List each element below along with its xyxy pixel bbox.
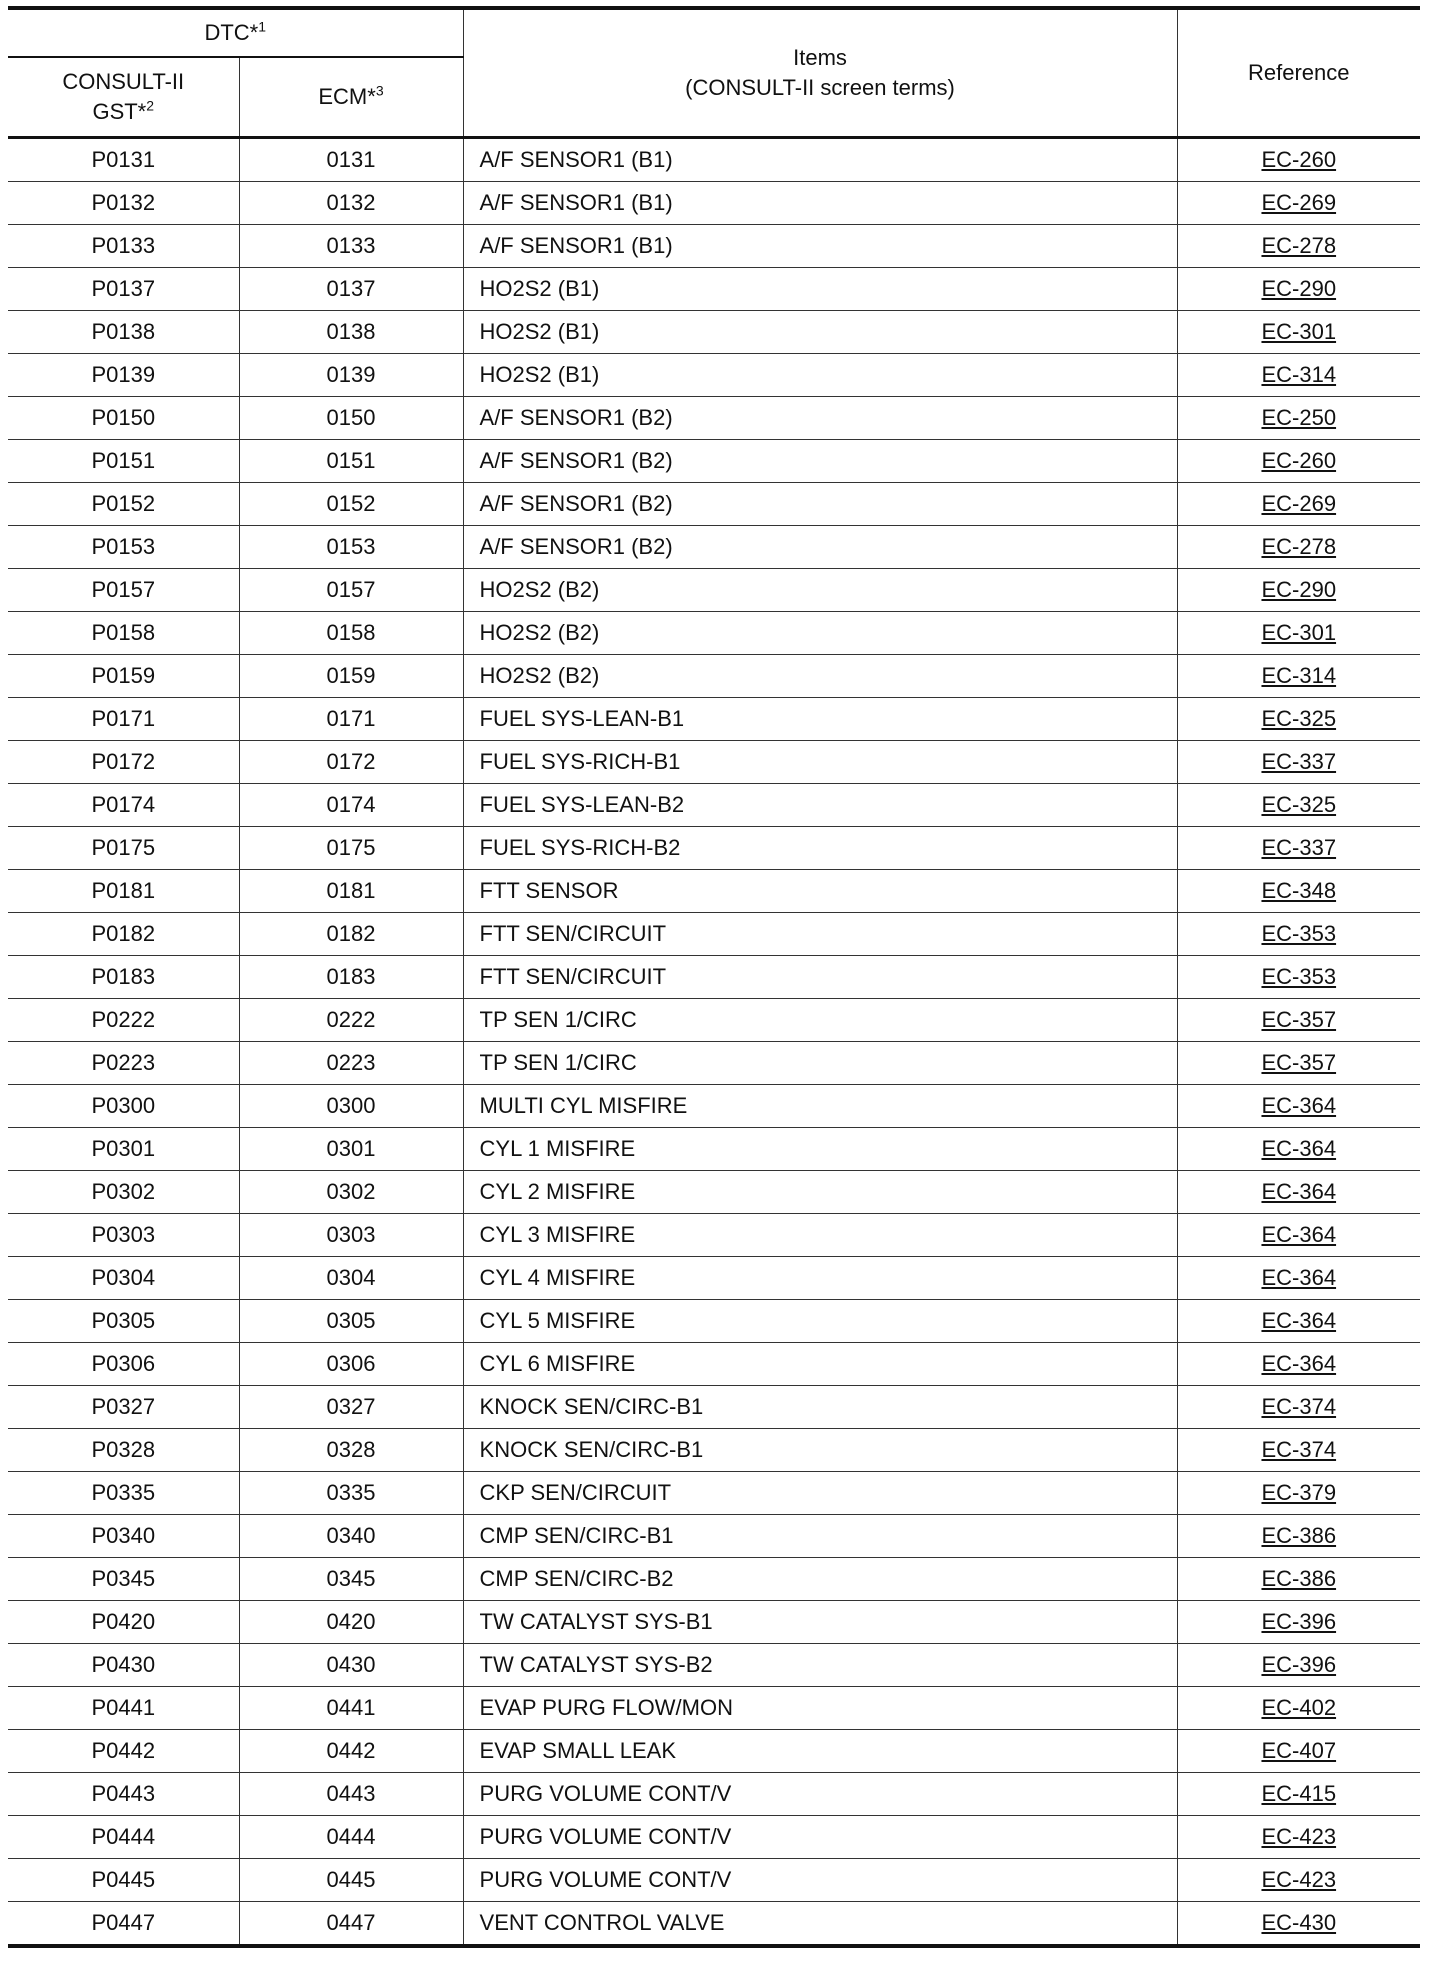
ecm-header-label: ECM*	[318, 84, 376, 109]
item-name-cell: CYL 5 MISFIRE	[463, 1300, 1177, 1343]
ecm-code-cell: 0447	[239, 1902, 463, 1947]
consult-code-cell: P0175	[8, 827, 239, 870]
consult-code-cell: P0183	[8, 956, 239, 999]
item-name-cell: MULTI CYL MISFIRE	[463, 1085, 1177, 1128]
consult-code-cell: P0340	[8, 1515, 239, 1558]
ecm-code-cell: 0442	[239, 1730, 463, 1773]
reference-link[interactable]: EC-290	[1177, 268, 1420, 311]
ecm-code-cell: 0150	[239, 397, 463, 440]
table-row	[8, 1515, 1420, 1558]
item-name-cell: A/F SENSOR1 (B1)	[463, 182, 1177, 225]
reference-link[interactable]: EC-386	[1177, 1558, 1420, 1601]
item-name-cell: KNOCK SEN/CIRC-B1	[463, 1386, 1177, 1429]
ecm-code-cell: 0306	[239, 1343, 463, 1386]
reference-link[interactable]: EC-353	[1177, 956, 1420, 999]
ecm-code-cell: 0300	[239, 1085, 463, 1128]
reference-link[interactable]: EC-353	[1177, 913, 1420, 956]
table-row	[8, 268, 1420, 311]
ecm-code-cell: 0175	[239, 827, 463, 870]
ecm-code-cell: 0444	[239, 1816, 463, 1859]
reference-link[interactable]: EC-364	[1177, 1300, 1420, 1343]
table-row	[8, 999, 1420, 1042]
dtc-header	[8, 8, 463, 57]
table-row	[8, 311, 1420, 354]
item-name-cell: HO2S2 (B2)	[463, 655, 1177, 698]
reference-link[interactable]: EC-364	[1177, 1343, 1420, 1386]
reference-link[interactable]: EC-364	[1177, 1214, 1420, 1257]
consult-code-cell: P0300	[8, 1085, 239, 1128]
ecm-code-cell: 0303	[239, 1214, 463, 1257]
ecm-code-cell: 0153	[239, 526, 463, 569]
ecm-code-cell: 0181	[239, 870, 463, 913]
reference-link[interactable]: EC-374	[1177, 1386, 1420, 1429]
reference-link[interactable]: EC-423	[1177, 1859, 1420, 1902]
consult-code-cell: P0441	[8, 1687, 239, 1730]
item-name-cell: TW CATALYST SYS-B1	[463, 1601, 1177, 1644]
ecm-code-cell: 0131	[239, 138, 463, 182]
reference-link[interactable]: EC-357	[1177, 1042, 1420, 1085]
reference-link[interactable]: EC-290	[1177, 569, 1420, 612]
item-name-cell: FUEL SYS-LEAN-B2	[463, 784, 1177, 827]
ecm-code-cell: 0151	[239, 440, 463, 483]
consult-code-cell: P0139	[8, 354, 239, 397]
item-name-cell: HO2S2 (B1)	[463, 311, 1177, 354]
item-name-cell: FTT SEN/CIRCUIT	[463, 913, 1177, 956]
item-name-cell: TP SEN 1/CIRC	[463, 1042, 1177, 1085]
reference-link[interactable]: EC-396	[1177, 1644, 1420, 1687]
dtc-footnote-mark: 1	[258, 18, 267, 35]
consult-code-cell: P0222	[8, 999, 239, 1042]
table-row	[8, 1601, 1420, 1644]
table-row	[8, 698, 1420, 741]
item-name-cell: HO2S2 (B1)	[463, 354, 1177, 397]
consult-code-cell: P0138	[8, 311, 239, 354]
reference-link[interactable]: EC-269	[1177, 483, 1420, 526]
consult-code-cell: P0305	[8, 1300, 239, 1343]
item-name-cell: FTT SENSOR	[463, 870, 1177, 913]
table-row	[8, 397, 1420, 440]
reference-link[interactable]: EC-260	[1177, 138, 1420, 182]
table-row	[8, 956, 1420, 999]
reference-link[interactable]: EC-260	[1177, 440, 1420, 483]
item-name-cell: A/F SENSOR1 (B2)	[463, 483, 1177, 526]
reference-link[interactable]: EC-357	[1177, 999, 1420, 1042]
item-name-cell: HO2S2 (B2)	[463, 612, 1177, 655]
table-row	[8, 1386, 1420, 1429]
reference-link[interactable]: EC-379	[1177, 1472, 1420, 1515]
consult-code-cell: P0443	[8, 1773, 239, 1816]
ecm-code-cell: 0443	[239, 1773, 463, 1816]
reference-link[interactable]: EC-386	[1177, 1515, 1420, 1558]
item-name-cell: CYL 3 MISFIRE	[463, 1214, 1177, 1257]
table-row	[8, 1300, 1420, 1343]
item-name-cell: FUEL SYS-RICH-B1	[463, 741, 1177, 784]
reference-link[interactable]: EC-301	[1177, 311, 1420, 354]
ecm-code-cell: 0222	[239, 999, 463, 1042]
items-header-line2: (CONSULT-II screen terms)	[685, 75, 955, 100]
consult-code-cell: P0301	[8, 1128, 239, 1171]
consult-code-cell: P0137	[8, 268, 239, 311]
ecm-code-cell: 0137	[239, 268, 463, 311]
table-row	[8, 1343, 1420, 1386]
table-row	[8, 1128, 1420, 1171]
ecm-code-cell: 0340	[239, 1515, 463, 1558]
consult-code-cell: P0158	[8, 612, 239, 655]
consult-code-cell: P0442	[8, 1730, 239, 1773]
consult-code-cell: P0304	[8, 1257, 239, 1300]
table-row	[8, 138, 1420, 182]
table-row	[8, 655, 1420, 698]
items-header	[463, 8, 1177, 138]
ecm-code-cell: 0132	[239, 182, 463, 225]
consult-code-cell: P0327	[8, 1386, 239, 1429]
table-row	[8, 612, 1420, 655]
item-name-cell: FUEL SYS-RICH-B2	[463, 827, 1177, 870]
reference-link[interactable]: EC-364	[1177, 1085, 1420, 1128]
item-name-cell: EVAP SMALL LEAK	[463, 1730, 1177, 1773]
table-row	[8, 784, 1420, 827]
consult-code-cell: P0306	[8, 1343, 239, 1386]
item-name-cell: A/F SENSOR1 (B2)	[463, 397, 1177, 440]
ecm-code-cell: 0183	[239, 956, 463, 999]
reference-link[interactable]: EC-415	[1177, 1773, 1420, 1816]
reference-link[interactable]: EC-269	[1177, 182, 1420, 225]
ecm-code-cell: 0157	[239, 569, 463, 612]
reference-link[interactable]: EC-278	[1177, 225, 1420, 268]
ecm-code-cell: 0445	[239, 1859, 463, 1902]
reference-link[interactable]: EC-374	[1177, 1429, 1420, 1472]
consult-code-cell: P0172	[8, 741, 239, 784]
ecm-code-cell: 0304	[239, 1257, 463, 1300]
table-row	[8, 440, 1420, 483]
ecm-code-cell: 0420	[239, 1601, 463, 1644]
dtc-table	[8, 6, 1420, 1948]
item-name-cell: HO2S2 (B1)	[463, 268, 1177, 311]
consult-code-cell: P0150	[8, 397, 239, 440]
reference-link[interactable]: EC-423	[1177, 1816, 1420, 1859]
table-row	[8, 1214, 1420, 1257]
reference-link[interactable]: EC-250	[1177, 397, 1420, 440]
table-row	[8, 483, 1420, 526]
consult-code-cell: P0335	[8, 1472, 239, 1515]
table-row	[8, 182, 1420, 225]
ecm-footnote-mark: 3	[375, 82, 384, 99]
consult-code-cell: P0447	[8, 1902, 239, 1947]
consult-code-cell: P0153	[8, 526, 239, 569]
consult-code-cell: P0151	[8, 440, 239, 483]
ecm-header	[239, 57, 463, 138]
table-row	[8, 1773, 1420, 1816]
reference-link[interactable]: EC-348	[1177, 870, 1420, 913]
reference-link[interactable]: EC-430	[1177, 1902, 1420, 1947]
consult-code-cell: P0133	[8, 225, 239, 268]
item-name-cell: A/F SENSOR1 (B2)	[463, 526, 1177, 569]
item-name-cell: A/F SENSOR1 (B2)	[463, 440, 1177, 483]
dtc-header-label: DTC*	[204, 20, 259, 45]
reference-link[interactable]: EC-325	[1177, 698, 1420, 741]
reference-link[interactable]: EC-364	[1177, 1171, 1420, 1214]
consult-code-cell: P0328	[8, 1429, 239, 1472]
reference-link[interactable]: EC-278	[1177, 526, 1420, 569]
consult-code-cell: P0345	[8, 1558, 239, 1601]
ecm-code-cell: 0139	[239, 354, 463, 397]
item-name-cell: A/F SENSOR1 (B1)	[463, 138, 1177, 182]
item-name-cell: A/F SENSOR1 (B1)	[463, 225, 1177, 268]
item-name-cell: PURG VOLUME CONT/V	[463, 1816, 1177, 1859]
reference-link[interactable]: EC-337	[1177, 741, 1420, 784]
item-name-cell: CYL 1 MISFIRE	[463, 1128, 1177, 1171]
table-row	[8, 1644, 1420, 1687]
table-row	[8, 870, 1420, 913]
item-name-cell: CMP SEN/CIRC-B2	[463, 1558, 1177, 1601]
item-name-cell: CKP SEN/CIRCUIT	[463, 1472, 1177, 1515]
consult-code-cell: P0131	[8, 138, 239, 182]
item-name-cell: FUEL SYS-LEAN-B1	[463, 698, 1177, 741]
gst-footnote-mark: 2	[146, 97, 155, 114]
item-name-cell: TW CATALYST SYS-B2	[463, 1644, 1177, 1687]
ecm-code-cell: 0305	[239, 1300, 463, 1343]
ecm-code-cell: 0327	[239, 1386, 463, 1429]
table-row	[8, 1472, 1420, 1515]
item-name-cell: PURG VOLUME CONT/V	[463, 1773, 1177, 1816]
reference-link[interactable]: EC-301	[1177, 612, 1420, 655]
consult-code-cell: P0174	[8, 784, 239, 827]
consult-code-cell: P0159	[8, 655, 239, 698]
table-row	[8, 741, 1420, 784]
ecm-code-cell: 0335	[239, 1472, 463, 1515]
consult-code-cell: P0223	[8, 1042, 239, 1085]
ecm-code-cell: 0172	[239, 741, 463, 784]
item-name-cell: CYL 2 MISFIRE	[463, 1171, 1177, 1214]
reference-link[interactable]: EC-314	[1177, 655, 1420, 698]
consult-code-cell: P0420	[8, 1601, 239, 1644]
reference-link[interactable]: EC-407	[1177, 1730, 1420, 1773]
reference-link[interactable]: EC-364	[1177, 1128, 1420, 1171]
table-row	[8, 1902, 1420, 1947]
ecm-code-cell: 0138	[239, 311, 463, 354]
table-row	[8, 354, 1420, 397]
table-row	[8, 1687, 1420, 1730]
ecm-code-cell: 0441	[239, 1687, 463, 1730]
consult-code-cell: P0157	[8, 569, 239, 612]
reference-link[interactable]: EC-396	[1177, 1601, 1420, 1644]
table-row	[8, 1859, 1420, 1902]
reference-link[interactable]: EC-364	[1177, 1257, 1420, 1300]
item-name-cell: FTT SEN/CIRCUIT	[463, 956, 1177, 999]
reference-header: Reference	[1177, 8, 1420, 138]
table-row	[8, 1171, 1420, 1214]
item-name-cell: VENT CONTROL VALVE	[463, 1902, 1177, 1947]
ecm-code-cell: 0302	[239, 1171, 463, 1214]
consult-code-cell: P0444	[8, 1816, 239, 1859]
table-row	[8, 1816, 1420, 1859]
ecm-code-cell: 0174	[239, 784, 463, 827]
ecm-code-cell: 0223	[239, 1042, 463, 1085]
reference-link[interactable]: EC-325	[1177, 784, 1420, 827]
consult-code-cell: P0445	[8, 1859, 239, 1902]
table-row	[8, 1257, 1420, 1300]
ecm-code-cell: 0301	[239, 1128, 463, 1171]
item-name-cell: KNOCK SEN/CIRC-B1	[463, 1429, 1177, 1472]
consult-code-cell: P0303	[8, 1214, 239, 1257]
consult-header-label: CONSULT-II	[62, 69, 185, 94]
consult-code-cell: P0182	[8, 913, 239, 956]
consult-gst-header	[8, 57, 239, 138]
items-header-line1: Items	[793, 45, 847, 70]
table-row	[8, 225, 1420, 268]
ecm-code-cell: 0152	[239, 483, 463, 526]
table-row	[8, 1558, 1420, 1601]
table-row	[8, 1429, 1420, 1472]
table-row	[8, 526, 1420, 569]
table-row	[8, 913, 1420, 956]
ecm-code-cell: 0133	[239, 225, 463, 268]
gst-header-label: GST*	[92, 99, 147, 124]
consult-code-cell: P0302	[8, 1171, 239, 1214]
table-row	[8, 827, 1420, 870]
table-row	[8, 1085, 1420, 1128]
item-name-cell: CYL 4 MISFIRE	[463, 1257, 1177, 1300]
consult-code-cell: P0152	[8, 483, 239, 526]
ecm-code-cell: 0159	[239, 655, 463, 698]
ecm-code-cell: 0171	[239, 698, 463, 741]
consult-code-cell: P0181	[8, 870, 239, 913]
item-name-cell: CYL 6 MISFIRE	[463, 1343, 1177, 1386]
table-row	[8, 1730, 1420, 1773]
item-name-cell: TP SEN 1/CIRC	[463, 999, 1177, 1042]
dtc-table-body	[8, 138, 1420, 1947]
ecm-code-cell: 0345	[239, 1558, 463, 1601]
item-name-cell: CMP SEN/CIRC-B1	[463, 1515, 1177, 1558]
table-row	[8, 569, 1420, 612]
item-name-cell: HO2S2 (B2)	[463, 569, 1177, 612]
item-name-cell: EVAP PURG FLOW/MON	[463, 1687, 1177, 1730]
table-row	[8, 1042, 1420, 1085]
consult-code-cell: P0171	[8, 698, 239, 741]
ecm-code-cell: 0328	[239, 1429, 463, 1472]
item-name-cell: PURG VOLUME CONT/V	[463, 1859, 1177, 1902]
consult-code-cell: P0430	[8, 1644, 239, 1687]
consult-code-cell: P0132	[8, 182, 239, 225]
reference-link[interactable]: EC-314	[1177, 354, 1420, 397]
reference-link[interactable]: EC-402	[1177, 1687, 1420, 1730]
reference-link[interactable]: EC-337	[1177, 827, 1420, 870]
ecm-code-cell: 0158	[239, 612, 463, 655]
ecm-code-cell: 0430	[239, 1644, 463, 1687]
ecm-code-cell: 0182	[239, 913, 463, 956]
